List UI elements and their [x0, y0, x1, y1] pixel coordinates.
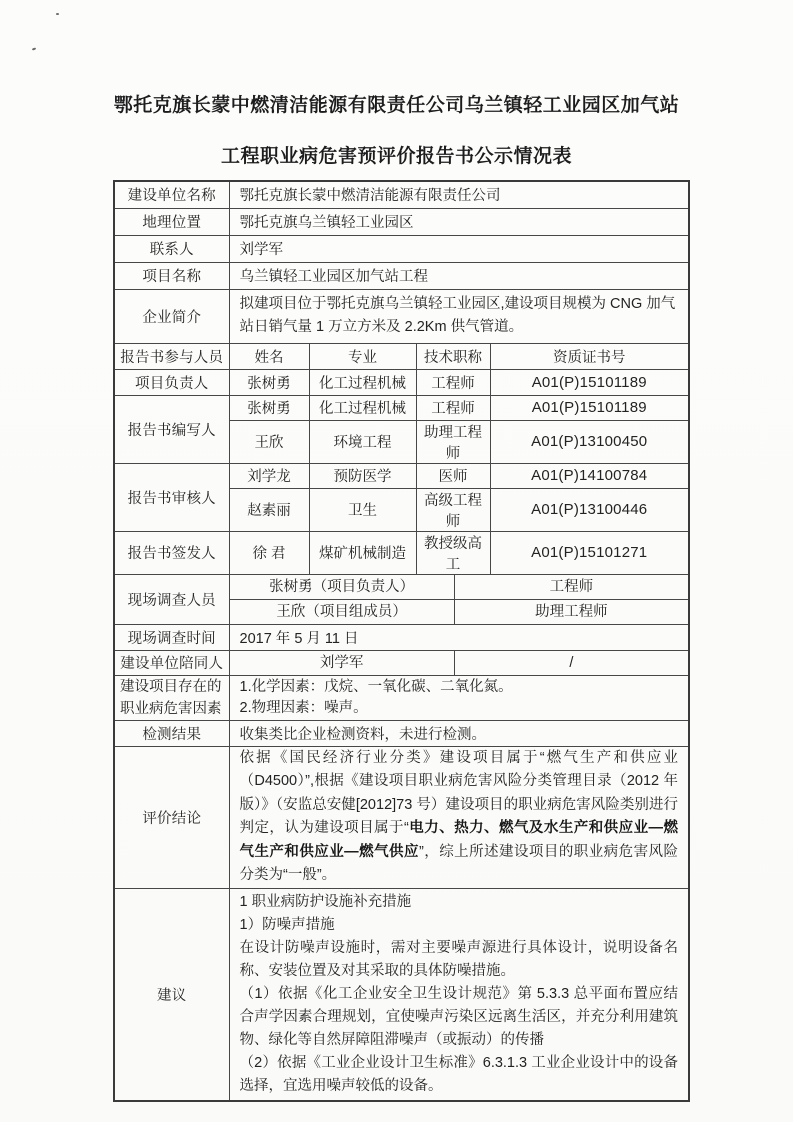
col-header-major: 专业 [309, 343, 416, 369]
participant-cert: A01(P)15101189 [490, 369, 689, 395]
participant-cert: A01(P)15101189 [490, 395, 689, 420]
role-project-leader: 项目负责人 [114, 369, 229, 395]
hazard-label-line: 职业病危害因素 [120, 700, 222, 717]
title-line-1: 鄂托克旗长蒙中燃清洁能源有限责任公司乌兰镇轻工业园区加气站 [113, 95, 680, 116]
table-row [114, 208, 689, 235]
participant-title: 工程师 [416, 369, 490, 395]
row-label-location: 地理位置 [114, 208, 229, 235]
participant-name: 张树勇 [229, 369, 309, 395]
participant-major: 煤矿机械制造 [309, 531, 416, 574]
table-row [114, 624, 689, 650]
role-report-reviewer: 报告书审核人 [114, 463, 229, 531]
participant-row [114, 369, 689, 395]
row-value-detection-result: 收集类比企业检测资料，未进行检测。 [229, 720, 689, 746]
role-report-writer: 报告书编写人 [114, 395, 229, 463]
row-value-hazard-factors [229, 675, 689, 720]
participant-name: 王欣 [229, 420, 309, 463]
suggestion-paragraph: 1）防噪声措施 [239, 916, 335, 933]
row-label-suggestion: 建议 [114, 888, 229, 1101]
suggestion-paragraph: 在设计防噪声设施时，需对主要噪声源进行具体设计，说明设备名称、安装位置及对其采取的具体防噪措施。 [239, 939, 678, 979]
row-label-detection-result: 检测结果 [114, 720, 229, 746]
scan-speck [32, 47, 36, 50]
table-row [114, 720, 689, 746]
conclusion-text: ”，综上所述建设项目的职业病危害风险分类为“一般”。 [239, 843, 679, 883]
participant-major: 卫生 [309, 488, 416, 531]
row-value-conclusion [229, 746, 689, 888]
accompany-slash: / [454, 651, 688, 675]
hazard-label-line: 建设项目存在的 [120, 678, 222, 695]
participant-name: 徐 君 [229, 531, 309, 574]
row-label-construction-unit: 建设单位名称 [114, 181, 229, 208]
participants-label: 报告书参与人员 [114, 343, 229, 369]
accompany-person: 刘学军 [319, 654, 364, 671]
table-row [114, 262, 689, 289]
row-label-hazard-factors [114, 675, 229, 720]
survey-person-title: 助理工程师 [454, 600, 688, 624]
participant-title: 医师 [416, 463, 490, 488]
row-value-suggestion [229, 888, 689, 1101]
suggestion-paragraph: （1）依据《化工企业安全卫生设计规范》第 5.3.3 总平面布置应结合声学因素合理规划，宜使噪声污染区远离生活区，并充分利用建筑物、绿化等自然屏障阻滞噪声（或振动）的传播 [239, 985, 678, 1048]
table-row [114, 746, 689, 888]
participant-cert: A01(P)14100784 [490, 463, 689, 488]
table-row [114, 650, 689, 675]
col-header-title: 技术职称 [416, 343, 490, 369]
survey-person: 王欣（项目组成员） [276, 603, 407, 620]
table-row [114, 888, 689, 1101]
role-report-issuer: 报告书签发人 [114, 531, 229, 574]
participant-title: 高级工程师 [416, 488, 490, 531]
hazard-chemical: 1.化学因素：戊烷、一氧化碳、二氧化氮。 [239, 678, 513, 695]
participant-name: 赵素丽 [229, 488, 309, 531]
row-label-survey-personnel: 现场调查人员 [114, 574, 229, 624]
participant-major: 化工过程机械 [309, 369, 416, 395]
conclusion-bold-text: 电力、热力、燃气及水生产和供应业—燃气生产和供应业—燃气供应 [239, 820, 679, 860]
participants-header-row [114, 343, 689, 369]
row-label-company-profile: 企业简介 [114, 289, 229, 343]
table-row [114, 289, 689, 343]
participant-title: 工程师 [416, 395, 490, 420]
row-value-survey-time: 2017 年 5 月 11 日 [229, 624, 689, 650]
row-value-construction-unit: 鄂托克旗长蒙中燃清洁能源有限责任公司 [229, 181, 689, 208]
accompany-cell [229, 650, 689, 675]
table-row [114, 235, 689, 262]
participant-major: 环境工程 [309, 420, 416, 463]
participant-row [114, 531, 689, 574]
row-value-company-profile: 拟建项目位于鄂托克旗乌兰镇轻工业园区,建设项目规模为 CNG 加气站日销气量 1 万立方米及 2.2Km 供气管道。 [229, 289, 689, 343]
participant-cert: A01(P)15101271 [490, 531, 689, 574]
participant-row [114, 395, 689, 420]
hazard-physical: 2.物理因素：噪声。 [239, 699, 368, 716]
suggestion-paragraph: （2）依据《工业企业设计卫生标准》6.3.1.3 工业企业设计中的设备选择，宜选用噪声较低的设备。 [239, 1054, 678, 1094]
survey-row [114, 574, 689, 599]
participant-title: 教授级高工 [416, 531, 490, 574]
survey-person: 张树勇（项目负责人） [269, 578, 415, 595]
suggestion-paragraph: 1 职业病防护设施补充措施 [239, 893, 412, 910]
title-line-2: 工程职业病危害预评价报告书公示情况表 [220, 146, 572, 167]
scan-speck [56, 13, 59, 15]
table-row [114, 675, 689, 720]
table-row [114, 181, 689, 208]
survey-cell [229, 599, 689, 624]
row-label-project-name: 项目名称 [114, 262, 229, 289]
row-value-project-name: 乌兰镇轻工业园区加气站工程 [229, 262, 689, 289]
document-title [0, 92, 793, 194]
participant-major: 化工过程机械 [309, 395, 416, 420]
row-value-contact: 刘学军 [229, 235, 689, 262]
participant-cert: A01(P)13100450 [490, 420, 689, 463]
row-label-survey-time: 现场调查时间 [114, 624, 229, 650]
participant-title: 助理工程师 [416, 420, 490, 463]
participant-name: 刘学龙 [229, 463, 309, 488]
row-label-accompanying-person: 建设单位陪同人 [114, 650, 229, 675]
publicity-info-table [113, 180, 690, 1102]
conclusion-text: 依据《国民经济行业分类》建设项目属于“燃气生产和供应业（D4500）”,根据《建设项目职业病危害风险分类管理目录（2012 年版）》（安监总安健[2012]73 号）建设项目的职业病危害风险类别进行判定，认为建设项目属于“ [239, 749, 678, 836]
row-label-conclusion: 评价结论 [114, 746, 229, 888]
col-header-cert: 资质证书号 [490, 343, 689, 369]
participant-row [114, 463, 689, 488]
col-header-name: 姓名 [229, 343, 309, 369]
row-label-contact: 联系人 [114, 235, 229, 262]
row-value-location: 鄂托克旗乌兰镇轻工业园区 [229, 208, 689, 235]
participant-name: 张树勇 [229, 395, 309, 420]
survey-cell [229, 574, 689, 599]
survey-person-title: 工程师 [454, 575, 688, 599]
participant-cert: A01(P)13100446 [490, 488, 689, 531]
participant-major: 预防医学 [309, 463, 416, 488]
